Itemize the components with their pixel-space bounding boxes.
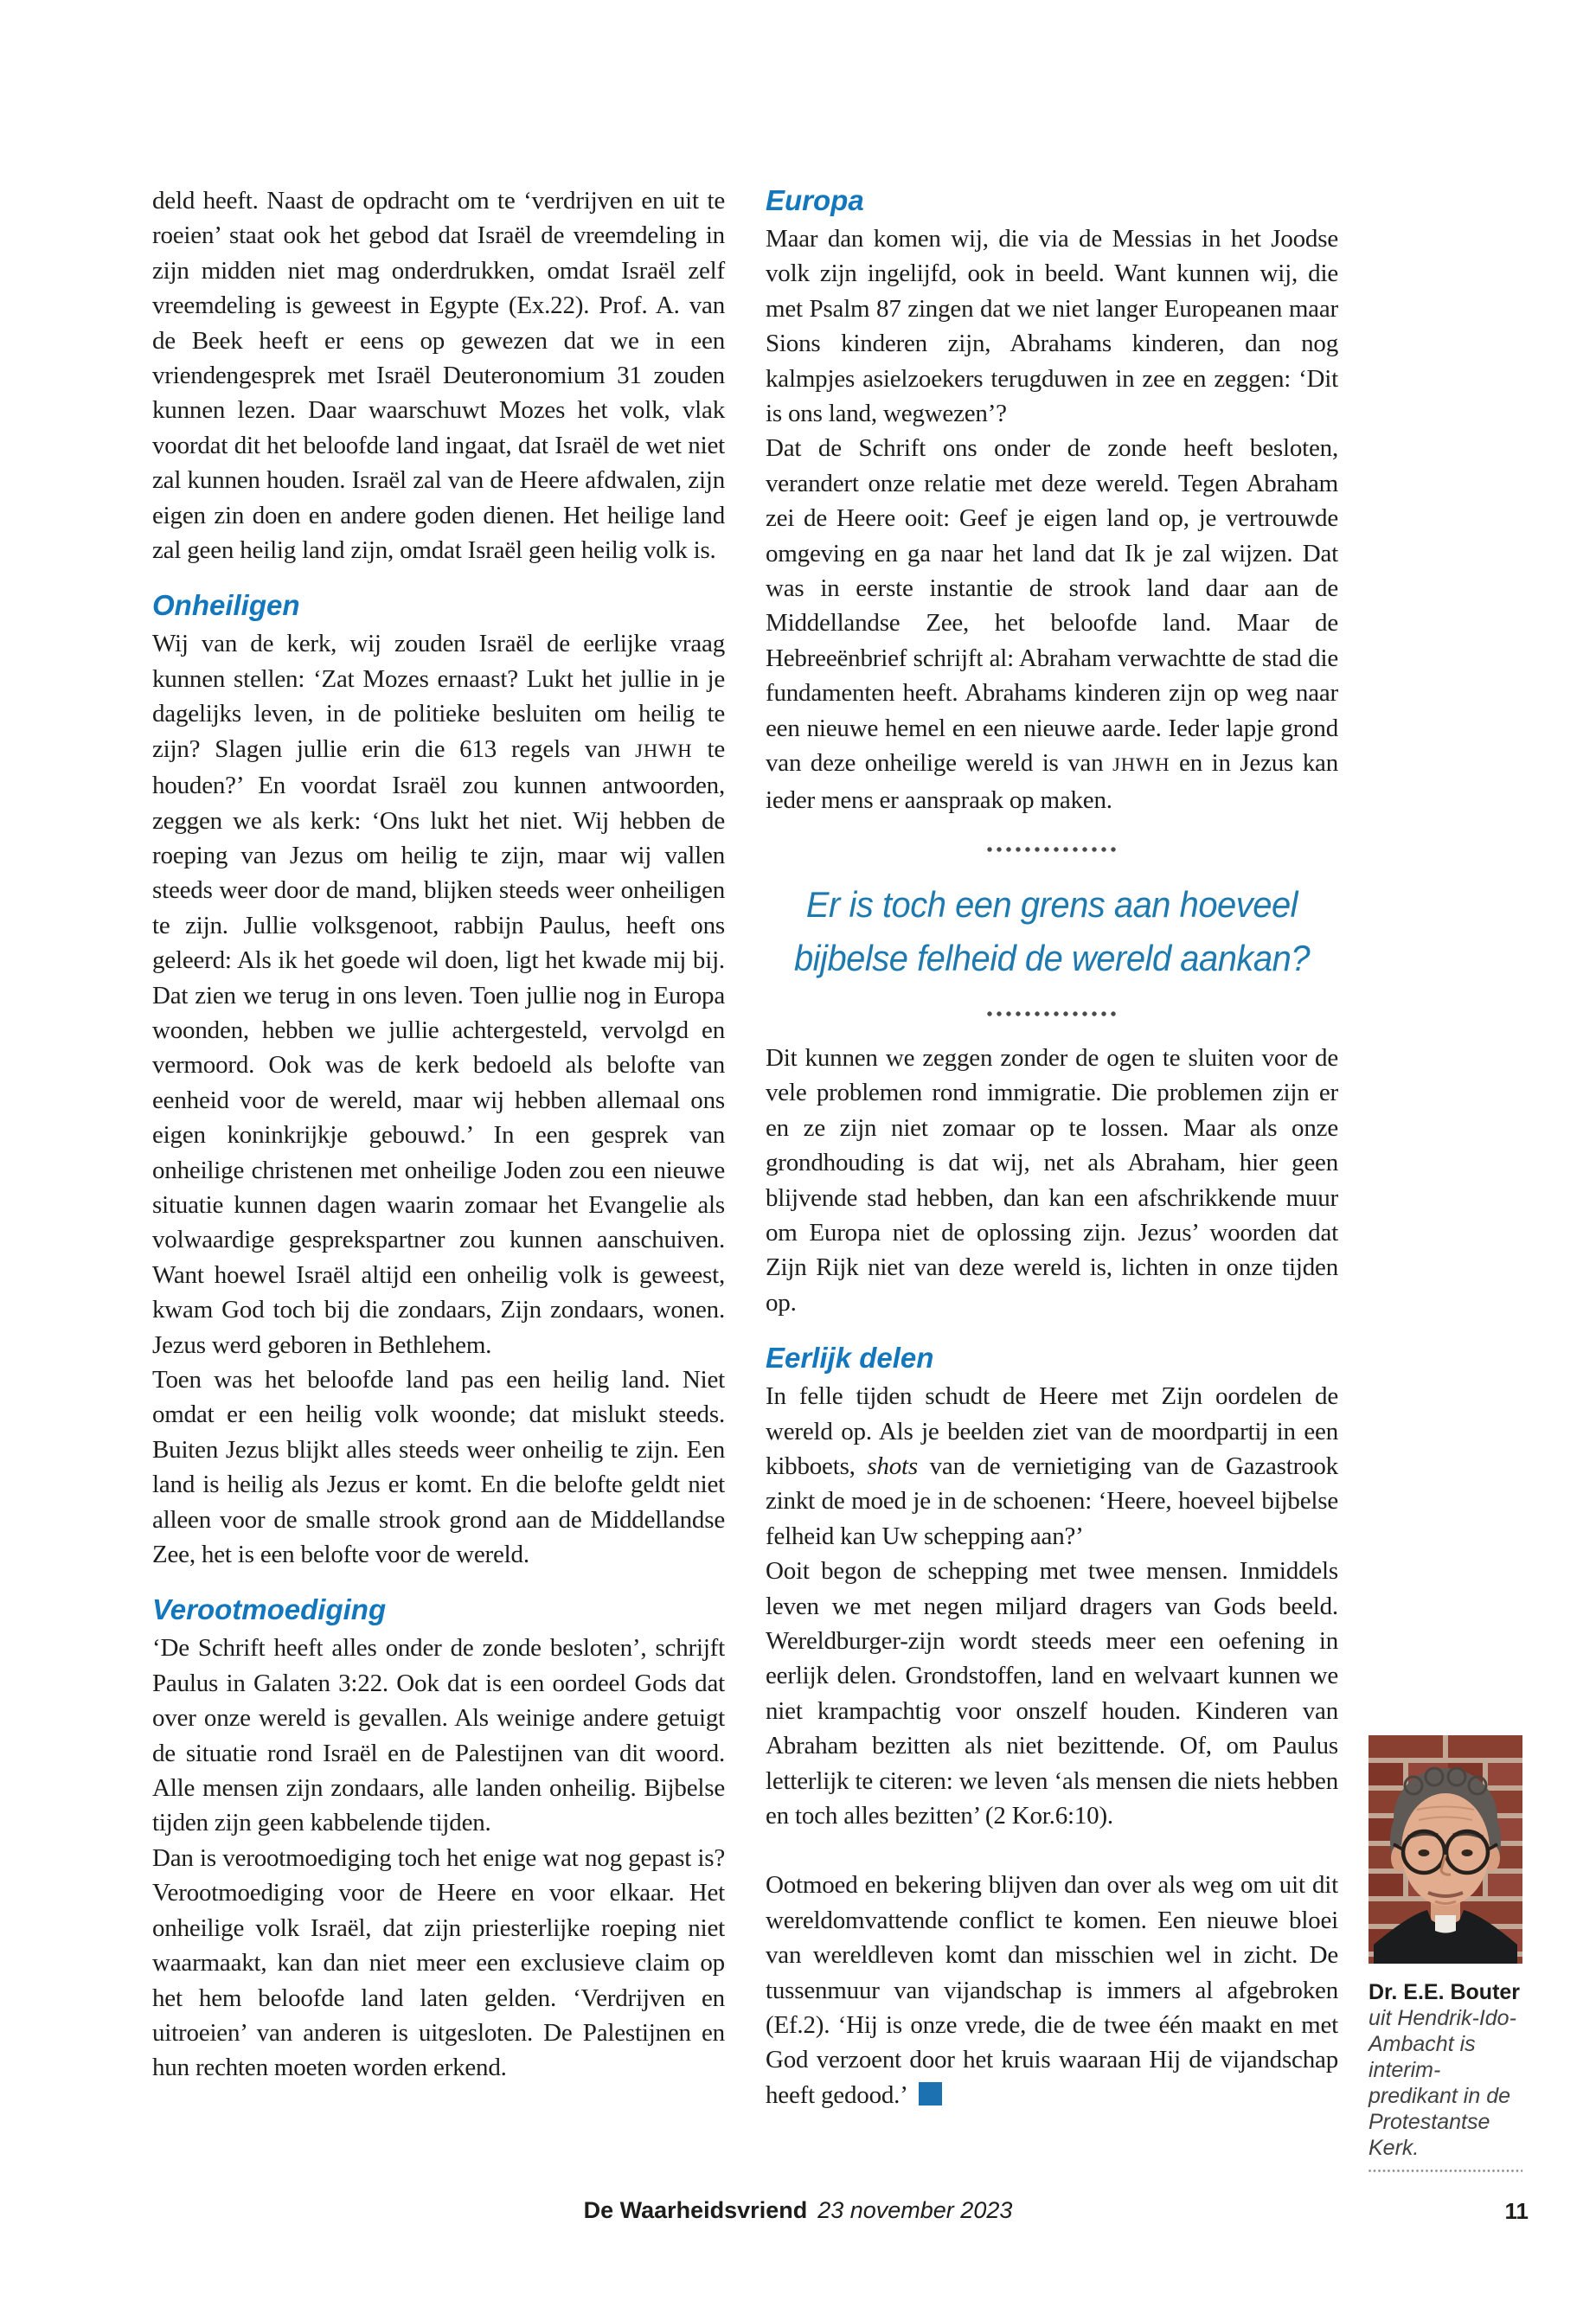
left-column	[152, 183, 725, 2086]
section-heading-onheiligen: Onheiligen	[152, 589, 300, 622]
author-bio: uit Hendrik-Ido-Ambacht is interim-predikant in de Protestantse Kerk.	[1368, 2006, 1516, 2160]
right-column	[766, 183, 1338, 2112]
jhwh-smallcaps: JHWH	[635, 739, 693, 761]
paragraph-text: en in Jezus kan ieder mens er aanspraak op maken.	[766, 749, 1338, 814]
paragraph-text: Ootmoed en bekering blijven dan over als weg om uit dit wereldomvattende conflict te komen. Een nieuwe bloei van wereldleven komt dan misschien wel in zicht. De tussenmuur van vijandschap is immers al afgebroken (Ef.2). ‘Hij is onze vrede, die de twee één maakt en met God verzoent door het kruis waaraan Hij de vijandschap heeft gedood.’	[766, 1871, 1338, 2109]
section-heading-verootmoediging: Verootmoediging	[152, 1593, 387, 1626]
paragraph-text: Wij van de kerk, wij zouden Israël de eerlijke vraag kunnen stellen: ‘Zat Mozes ernaast? Lukt het jullie in je dagelijks leven, in de politieke besluiten om heilig te zijn? Slagen jullie erin die 613 regels van	[152, 630, 725, 763]
page-number: 11	[1504, 2198, 1529, 2224]
caption-dotted-rule	[1368, 2170, 1522, 2172]
paragraph: Toen was het beloofde land pas een heilig land. Niet omdat er een heilig volk woonde; dat mislukt steeds. Buiten Jezus blijkt alles steeds weer onheilig te zijn. Een land is heilig als Jezus er komt. En die belofte geldt niet alleen voor de smalle strook grond aan de Middellandse Zee, het is een belofte voor de wereld.	[152, 1366, 725, 1569]
article-end-marker	[919, 2082, 942, 2106]
issue-date: 23 november 2023	[817, 2197, 1013, 2223]
jhwh-smallcaps: JHWH	[1112, 753, 1170, 776]
paragraph-text: van de vernietiging van de Gazastrook zinkt de moed je in de schoenen: ‘Heere, hoeveel bijbelse felheid kan Uw schepping aan?’	[766, 1452, 1338, 1550]
section-heading-eerlijk-delen: Eerlijk delen	[766, 1342, 934, 1375]
magazine-name: De Waarheidsvriend	[583, 2197, 808, 2223]
pull-quote-line: bijbelse felheid de wereld aankan?	[793, 937, 1311, 978]
paragraph: ‘De Schrift heeft alles onder de zonde besloten’, schrijft Paulus in Galaten 3:22. Ook dat is een oordeel Gods dat over onze wereld is gevallen. Als weinige andere getuigt de situatie rond Israël en de Palestijnen van dit woord. Alle mensen zijn zondaars, alle landen onheilig. Bijbelse tijden zijn geen kabbelende tijden.	[152, 1634, 725, 1837]
paragraph: deld heeft. Naast de opdracht om te ‘verdrijven en uit te roeien’ staat ook het gebod dat Israël de vreemdeling in zijn midden niet mag onderdrukken, omdat Israël zelf vreemdeling is geweest in Egypte (Ex.22). Prof. A. van de Beek heeft er eens op gewezen dat we in een vriendengesprek met Israël Deuteronomium 31 zouden kunnen lezen. Daar waarschuwt Mozes het volk, vlak voordat dit het beloofde land ingaat, dat Israël de wet niet zal kunnen houden. Israël zal van de Heere afdwalen, zijn eigen zin doen en andere goden dienen. Het heilige land zal geen heilig land zijn, omdat Israël geen heilig volk is.	[152, 187, 725, 565]
dotted-separator	[987, 847, 1117, 852]
paragraph: Dit kunnen we zeggen zonder de ogen te sluiten voor de vele problemen rond immigratie. Die problemen zijn er en ze zijn niet zomaar op te lossen. Maar als onze grondhouding is dat wij, net als Abraham, hier geen blijvende stad hebben, dan kan een afschrikkende muur om Europa niet de oplossing zijn. Jezus’ woorden dat Zijn Rijk niet van deze wereld is, lichten in onze tijden op.	[766, 1043, 1338, 1317]
dotted-separator	[987, 1011, 1117, 1016]
pull-quote-text	[780, 878, 1324, 985]
paragraph	[766, 431, 1338, 817]
paragraph: Dan is verootmoediging toch het enige wat nog gepast is? Verootmoediging voor de Heere en voor elkaar. Het onheilige volk Israël, dat zijn priesterlijke roeping niet waarmaakt, kan dan niet meer een exclusieve claim op het hem beloofde land laten gelden. ‘Verdrijven en uitroeien’ van anderen is uitgesloten. De Palestijnen en hun rechten moeten worden erkend.	[152, 1843, 725, 2082]
paragraph-text: In felle tijden schudt de Heere met Zijn oordelen de wereld op. Als je beelden ziet van de moordpartij in een kibboets,	[766, 1382, 1338, 1480]
section-heading-europa: Europa	[766, 184, 864, 216]
author-photo	[1368, 1735, 1522, 1964]
page-footer	[0, 2197, 1596, 2224]
italic-word: shots	[867, 1452, 918, 1480]
paragraph-text: te houden?’ En voordat Israël zou kunnen antwoorden, zeggen we als kerk: ‘Ons lukt het niet. Wij hebben de roeping van Jezus om heilig te zijn, maar wij vallen steeds weer door de mand, blijken steeds weer onheiligen te zijn. Jullie volksgenoot, rabbijn Paulus, heeft ons geleerd: Als ik het goede wil doen, ligt het kwade mij bij. Dat zien we terug in ons leven. Toen jullie nog in Europa woonden, hebben we jullie achtergesteld, vervolgd en vermoord. Ook was de kerk bedoeld als belofte van eenheid voor de wereld, maar wij hebben allemaal ons eigen koninkrijkje gebouwd.’ In een gesprek van onheilige christenen met onheilige Joden zou een nieuwe situatie kunnen dagen waarin zomaar het Evangelie als volwaardige gesprekspartner zou kunnen aanschuiven. Want hoewel Israël altijd een onheilig volk is geweest, kwam God toch bij die zondaars, Zijn zondaars, wonen. Jezus werd geboren in Bethlehem.	[152, 734, 725, 1359]
eye	[1419, 1849, 1430, 1856]
clerical-collar	[1435, 1915, 1456, 1933]
paragraph	[152, 626, 725, 1362]
author-card	[1368, 1735, 1526, 2172]
paragraph	[766, 1379, 1338, 1554]
paragraph: Maar dan komen wij, die via de Messias in het Joodse volk zijn ingelijfd, ook in beeld. Want kunnen wij, die met Psalm 87 zingen dat we niet langer Europeanen maar Sions kinderen zijn, Abrahams kinderen, dan nog kalmpjes asielzoekers terugduwen in zee en zeggen: ‘Dit is ons land, wegwezen’?	[766, 225, 1338, 428]
author-name: Dr. E.E. Bouter	[1368, 1980, 1521, 2004]
pull-quote-line: Er is toch een grens aan hoeveel	[805, 883, 1298, 925]
paragraph	[766, 1868, 1338, 2112]
paragraph-text: Dat de Schrift ons onder de zonde heeft besloten, verandert onze relatie met deze wereld. Tegen Abraham zei de Heere ooit: Geef je eigen land op, je vertrouwde omgeving en ga naar het land dat Ik je zal wijzen. Dat was in eerste instantie de strook land daar aan de Middellandse Zee, het beloofde land. Maar de Hebreeënbrief schrijft al: Abraham verwachtte de stad die fundamenten heeft. Abrahams kinderen zijn op weg naar een nieuwe hemel en een nieuwe aarde. Ieder lapje grond van deze onheilige wereld is van	[766, 434, 1338, 778]
pull-quote	[766, 847, 1338, 1016]
eye	[1462, 1849, 1473, 1856]
paragraph: Ooit begon de schepping met twee mensen. Inmiddels leven we met negen miljard dragers van Gods beeld. Wereldburger-zijn wordt steeds meer een oefening in eerlijk delen. Grondstoffen, land en welvaart kunnen we niet krampachtig voor onszelf houden. Kinderen van Abraham bezitten als niet bezittende. Of, om Paulus letterlijk te citeren: we leven ‘als mensen die niets hebben en toch alles bezitten’ (2 Kor.6:10).	[766, 1557, 1338, 1830]
